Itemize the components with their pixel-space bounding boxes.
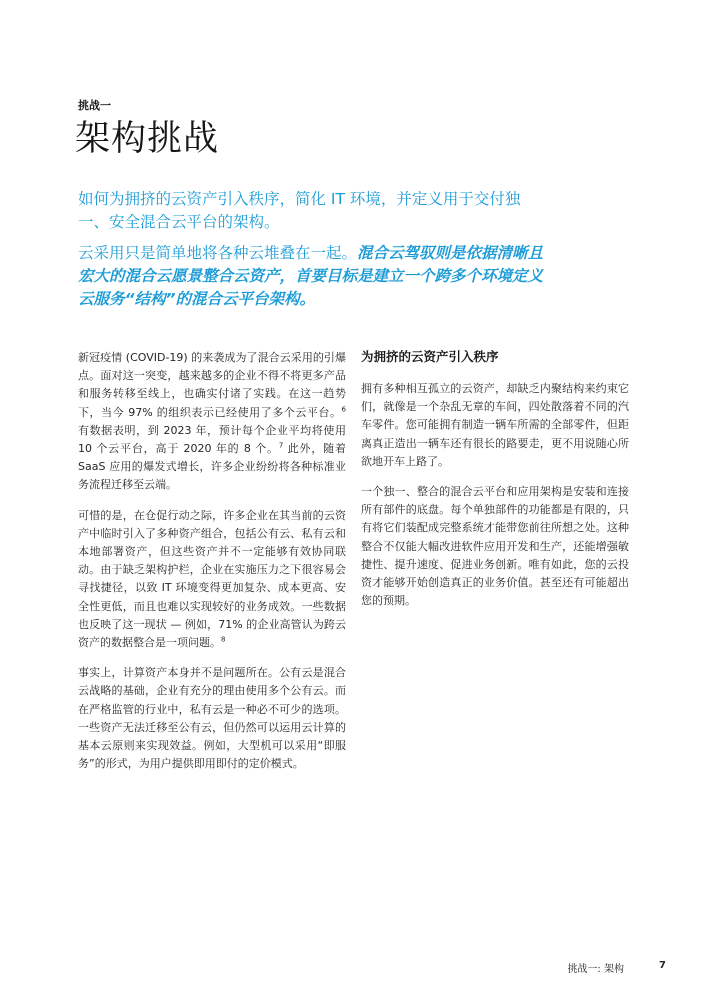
left-p1-part-c: 此外，随着 SaaS 应用的爆发式增长，许多企业纷纷将各种标准业务流程迁移至云端。 (78, 442, 346, 492)
footnote-ref-7: 7 (278, 441, 284, 450)
left-paragraph-3: 事实上，计算资产本身并不是问题所在。公有云是混合云战略的基础，企业有充分的理由使用多个公有云。而在严格监管的行业中，私有云是一种必不可少的选项。一些资产无法迁移至公有云，但仍然可以运用云计算的基本云原则来实现效益。例如，大型机可以采用“即服务”的形式，为用户提供即用即付的定价模式。 (78, 666, 346, 771)
lead-paragraph-1: 如何为拥挤的云资产引入秩序，简化 IT 环境，并定义用于交付独一、安全混合云平台的架构。 (78, 190, 521, 231)
footnote-ref-6: 6 (341, 404, 346, 413)
page-footer (0, 960, 710, 976)
footer-section-label: 挑战一: 架构 (567, 964, 624, 975)
page-title: 架构挑战 (75, 119, 220, 159)
page-number: 7 (659, 960, 666, 971)
lead-paragraph-2 (78, 242, 548, 311)
right-paragraph-2: 一个独一、整合的混合云平台和应用架构是安装和连接所有部件的底盘。每个单独部件的功能都是有限的，只有将它们装配成完整系统才能带您前往所想之处。这种整合不仅能大幅改进软件应用开发和生产，还能增强敏捷性、提升速度、促进业务创新。唯有如此，您的云投资才能够开始创造真正的业务价值。甚至还有可能超出您的预期。 (361, 485, 629, 608)
left-p1-part-b: 有数据表明，到 2023 年，预计每个企业平均将使用 10 个云平台，高于 2020 年的 8 个。 (78, 423, 346, 456)
left-paragraph-1 (78, 349, 346, 495)
footnote-ref-8: 8 (221, 635, 226, 644)
right-paragraph-1: 拥有多种相互孤立的云资产，却缺乏内聚结构来约束它们，就像是一个杂乱无章的车间，四处散落着不同的汽车零件。您可能拥有制造一辆车所需的全部零件，但距离真正造出一辆车还有很长的路要走，更不用说随心所欲地开车上路了。 (361, 382, 629, 468)
left-paragraph-2 (78, 507, 346, 653)
right-section-heading: 为拥挤的云资产引入秩序 (361, 349, 499, 364)
right-column (361, 349, 629, 622)
section-eyebrow: 挑战一 (78, 99, 111, 112)
lead-paragraph-2-start: 云采用只是简单地将各种云堆叠在一起。 (78, 244, 358, 262)
lead-paragraph-2-emphasis: 混合云驾驭则是依据清晰且宏大的混合云愿景整合云资产，首要目标是建立一个跨多个环境定义云服务“结构”的混合云平台架构。 (78, 244, 544, 308)
left-column (78, 349, 346, 785)
left-p2-text: 可惜的是，在仓促行动之际，许多企业在其当前的云资产中临时引入了多种资产组合，包括公有云、私有云和本地部署资产，但这些资产并不一定能够有效协同联动。由于缺乏架构护栏，企业在实施压力之下很容易会寻找捷径，以致 IT 环境变得更加复杂、成本更高、安全性更低，而且也难以实现较好的业务成效。一些数据也反映了这一现状 — 例如，71% 的企业高管认为跨云资产的数据整合是一项问题。 (78, 508, 346, 650)
left-p1-part-a: 新冠疫情 (COVID-19) 的来袭成为了混合云采用的引爆点。面对这一突变，越来越多的企业不得不将更多产品和服务转移至线上，也确实付诸了实践。在这一趋势下，当今 97% 的组织表示已经使用了多个云平台。 (78, 351, 346, 419)
